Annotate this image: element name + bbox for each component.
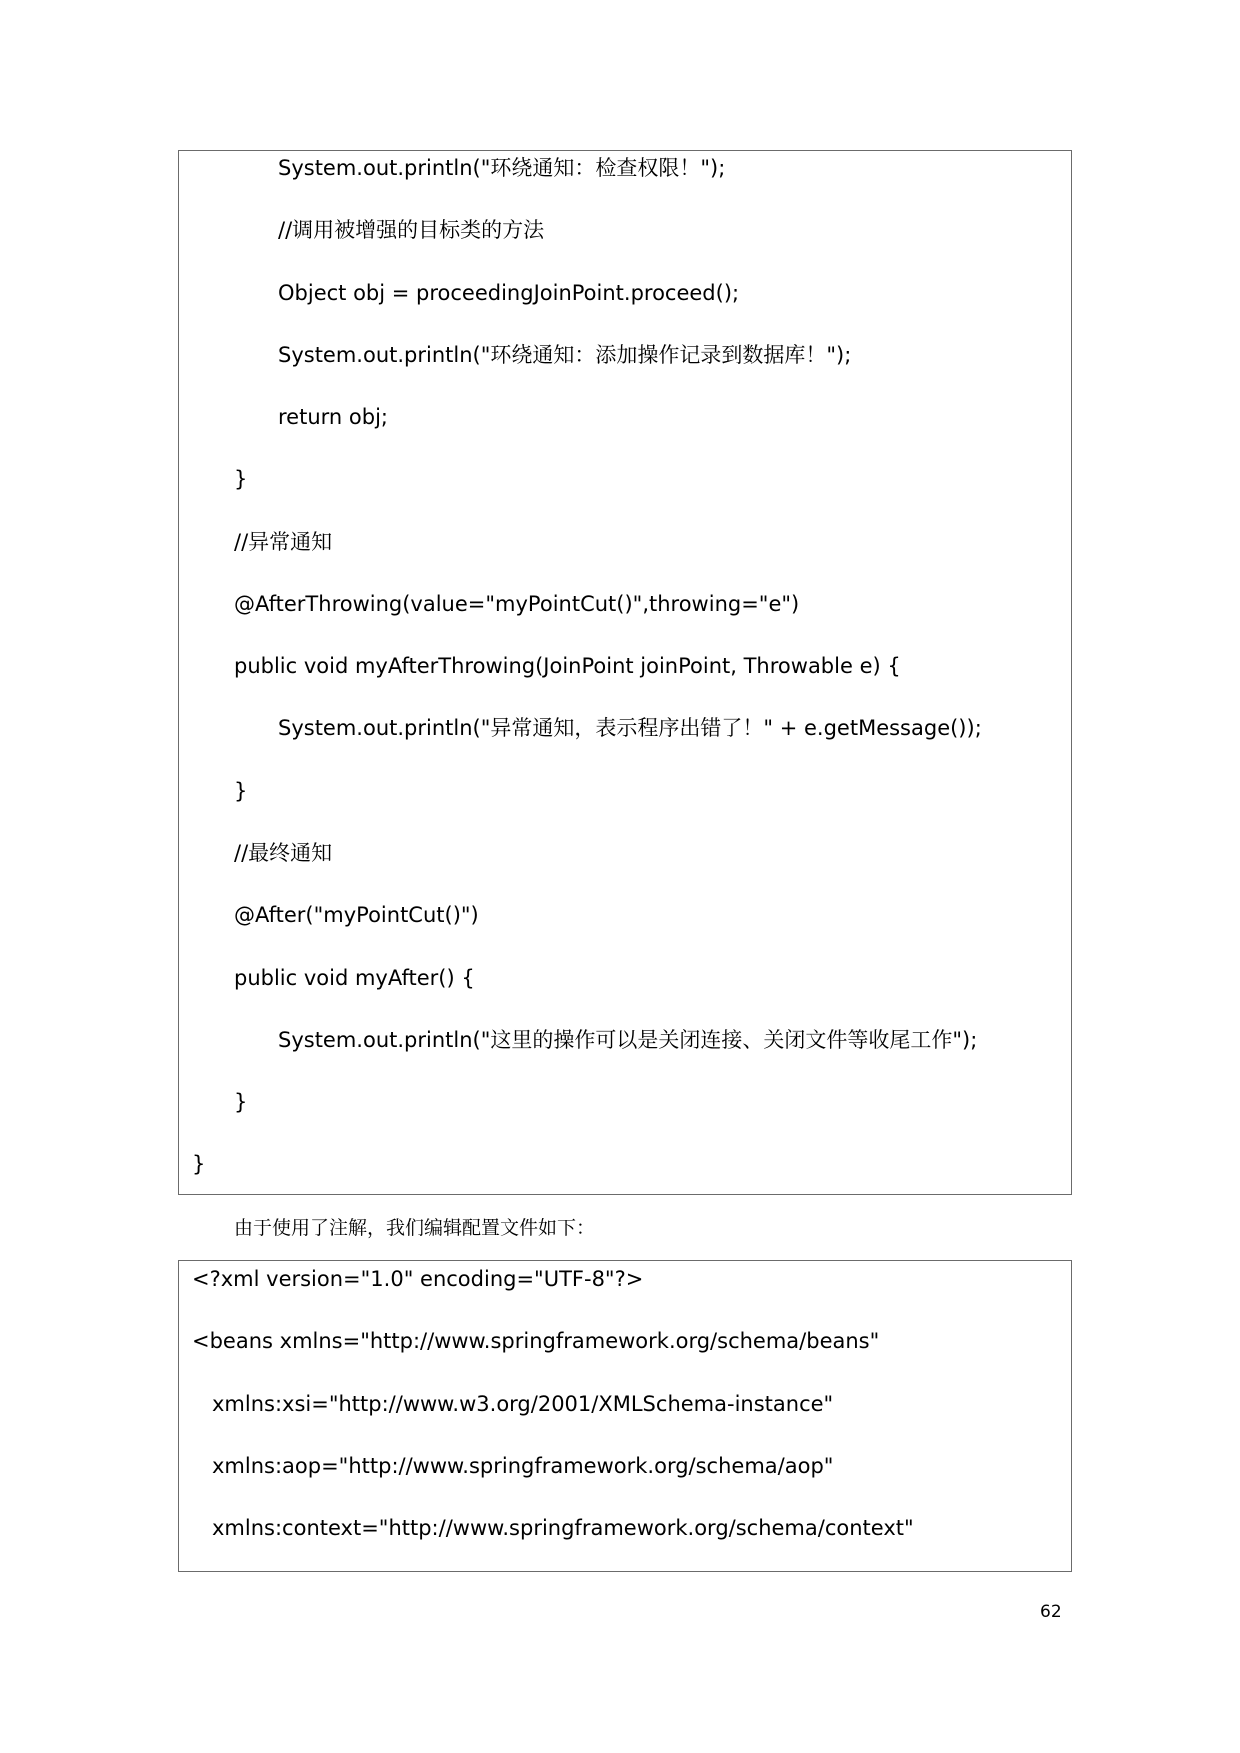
code-line: @After("myPointCut()") [234, 903, 479, 928]
code-line: Object obj = proceedingJoinPoint.proceed(); [278, 280, 740, 305]
code-line: //调用被增强的目标类的方法 [278, 218, 545, 243]
page-number: 62 [1040, 1602, 1062, 1622]
code-line: } [234, 1090, 248, 1115]
code-line: //最终通知 [234, 840, 333, 865]
code-line: xmlns:xsi="http://www.w3.org/2001/XMLSchema-instance" [212, 1391, 834, 1416]
code-line: <?xml version="1.0" encoding="UTF-8"?> [192, 1267, 644, 1291]
code-line: System.out.println("环绕通知：检查权限！"); [278, 156, 726, 180]
code-line: System.out.println("异常通知，表示程序出错了！" + e.getMessage()); [278, 716, 982, 741]
code-line: @AfterThrowing(value="myPointCut()",throwing="e") [234, 591, 800, 616]
code-line: System.out.println("这里的操作可以是关闭连接、关闭文件等收尾工作"); [278, 1027, 978, 1052]
code-line: } [234, 778, 248, 803]
code-line: xmlns:aop="http://www.springframework.org/schema/aop" [212, 1453, 834, 1478]
code-line: //异常通知 [234, 529, 333, 554]
code-line: public void myAfter() { [234, 965, 475, 990]
code-line: } [234, 467, 248, 492]
body-paragraph: 由于使用了注解，我们编辑配置文件如下： [234, 1217, 596, 1239]
code-line: xmlns:context="http://www.springframework.org/schema/context" [212, 1516, 914, 1541]
code-line: public void myAfterThrowing(JoinPoint joinPoint, Throwable e) { [234, 654, 901, 679]
code-line: <beans xmlns="http://www.springframework.org/schema/beans" [192, 1329, 880, 1354]
code-line: } [192, 1152, 206, 1177]
code-line: System.out.println("环绕通知：添加操作记录到数据库！"); [278, 342, 852, 367]
code-line: return obj; [278, 405, 388, 430]
